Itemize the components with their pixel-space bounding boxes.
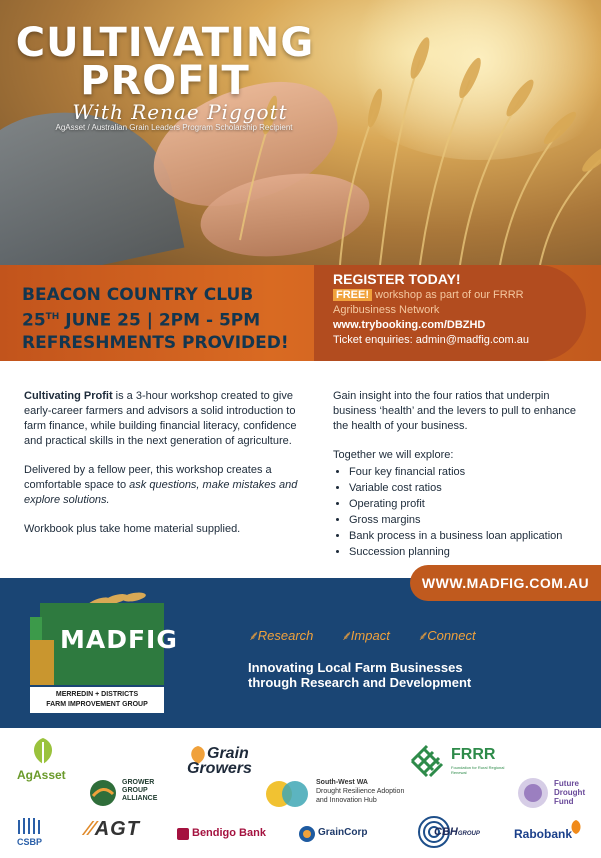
csbp-icon: [17, 816, 43, 836]
date-suffix: TH: [45, 312, 60, 322]
gga-line1: GROWER: [122, 779, 155, 786]
footer-tagline: [248, 660, 471, 690]
workshop-name: Cultivating Profit: [24, 390, 113, 402]
ticket-enquiries[interactable]: Ticket enquiries: admin@madfig.com.au: [333, 334, 530, 346]
cbh-wordmark: CBH: [434, 826, 458, 838]
csbp-logo: CSBP: [17, 837, 43, 847]
register-heading: REGISTER TODAY!: [333, 271, 461, 287]
venue-name: BEACON COUNTRY CLUB: [22, 285, 254, 305]
madfig-logo: [30, 595, 178, 713]
fdf-line2: Drought: [554, 788, 586, 797]
swwa-line1: South-West WA: [316, 779, 368, 786]
free-workshop-line: [333, 288, 529, 303]
logo-strip: [30, 640, 54, 685]
tag-connect: ⸙Connect: [417, 628, 476, 643]
values-tags: [248, 626, 500, 644]
intro-text: is a 3-hour workshop created to give early-career farmers and advisors a solid introduction to farm finance, while building financial literacy, confidence and practical skills in the next generation of agriculture.: [24, 390, 297, 447]
fdf-line3: Fund: [554, 797, 574, 806]
agt-wordmark: AGT: [94, 818, 140, 840]
free-text: workshop as part of our FRRR: [372, 289, 524, 301]
event-details: [22, 284, 289, 354]
title-line-2: PROFIT: [80, 58, 250, 104]
topic-item: • Variable cost ratios: [349, 481, 593, 496]
network-name: Agribusiness Network: [333, 304, 440, 316]
bendigo-logo: Bendigo Bank: [192, 827, 266, 839]
refreshments-note: REFRESHMENTS PROVIDED!: [22, 332, 289, 353]
gga-line2: GROUP: [122, 787, 148, 794]
topic-item: • Operating profit: [349, 497, 593, 512]
graingrowers-line2: Growers: [187, 760, 252, 777]
insight-paragraph: Gain insight into the four ratios that underpin business ‘health’ and the levers to pull to enhance the health of your business.: [333, 390, 576, 432]
free-badge: FREE!: [333, 289, 372, 301]
agt-logo: ⁄⁄AGT: [86, 818, 140, 840]
intro-paragraph: [24, 389, 304, 449]
tagline-line2: through Research and Development: [248, 675, 472, 690]
event-date: [22, 306, 289, 332]
date-time: JUNE 25 | 2PM - 5PM: [59, 310, 261, 331]
tag-impact: ⸙Impact: [341, 628, 390, 643]
logo-subtitle-line1: MERREDIN + DISTRICTS: [55, 691, 139, 698]
fdf-line1: Future: [554, 779, 579, 788]
logo-subtitle: [30, 687, 164, 713]
topic-item: • Succession planning: [349, 545, 593, 560]
topics-list: [333, 465, 593, 560]
agasset-leaf-icon: [28, 736, 58, 766]
swwa-line2: Drought Resilience Adoption: [316, 788, 405, 795]
tag-label: Research: [257, 628, 314, 643]
description-left: [24, 389, 304, 551]
website-link[interactable]: WWW.MADFIG.COM.AU: [410, 565, 601, 601]
register-details: [333, 270, 529, 348]
delivery-paragraph: [24, 463, 304, 508]
tag-label: Impact: [350, 628, 390, 643]
graincorp-icon: [298, 825, 316, 843]
title-line-1: CULTIVATING: [15, 20, 315, 66]
agasset-logo: AgAsset: [17, 768, 66, 782]
logo-subtitle-line2: FARM IMPROVEMENT GROUP: [46, 701, 148, 708]
cbh-group: GROUP: [457, 831, 480, 837]
topic-item: • Four key financial ratios: [349, 465, 593, 480]
swwa-line3: and Innovation Hub: [316, 797, 377, 804]
hero-image: [0, 0, 601, 265]
date-day: 25: [22, 310, 46, 331]
fdf-icon: [516, 776, 550, 810]
gga-icon: [88, 778, 118, 808]
tag-label: Connect: [427, 628, 476, 643]
tagline-line1: Innovating Local Farm Businesses: [248, 660, 463, 675]
frrr-logo: FRRR: [451, 746, 496, 763]
swwa-hub-icon: [265, 777, 309, 811]
gga-line3: ALLIANCE: [122, 795, 158, 802]
tag-research: ⸙Research: [248, 628, 314, 643]
scholarship-caption: AgAsset / Australian Grain Leaders Program Scholarship Recipient: [55, 123, 293, 132]
gga-logo: [122, 779, 157, 803]
cbh-logo: [434, 826, 480, 838]
graingrowers-line1: Grain: [207, 745, 249, 762]
description-right: [333, 389, 593, 561]
presenter-name: With Renae Piggott: [72, 100, 288, 124]
graingrowers-logo: [187, 745, 252, 777]
delivery-emphasis: ask questions, make mistakes and explore solutions.: [24, 479, 298, 506]
logo-wordmark: MADFIG: [60, 625, 178, 654]
rabobank-icon: [568, 818, 584, 836]
topic-item: • Bank process in a business loan application: [349, 529, 593, 544]
swwa-hub-logo: [316, 778, 404, 805]
bendigo-icon: [176, 827, 190, 841]
frrr-subtitle: Foundation for Rural Regional Renewal: [451, 765, 505, 775]
rabobank-logo: Rabobank: [514, 827, 573, 841]
booking-link[interactable]: www.trybooking.com/DBZHD: [333, 319, 486, 331]
delivery-text: Delivered by a fellow peer, this workshop creates a comfortable space to: [24, 464, 272, 491]
fdf-logo: [554, 779, 585, 806]
topic-item: • Gross margins: [349, 513, 593, 528]
graincorp-logo: GrainCorp: [318, 827, 368, 838]
topics-intro: Together we will explore:: [333, 449, 454, 461]
workbook-note: Workbook plus take home material supplied.: [24, 523, 241, 535]
frrr-icon: [410, 744, 444, 778]
